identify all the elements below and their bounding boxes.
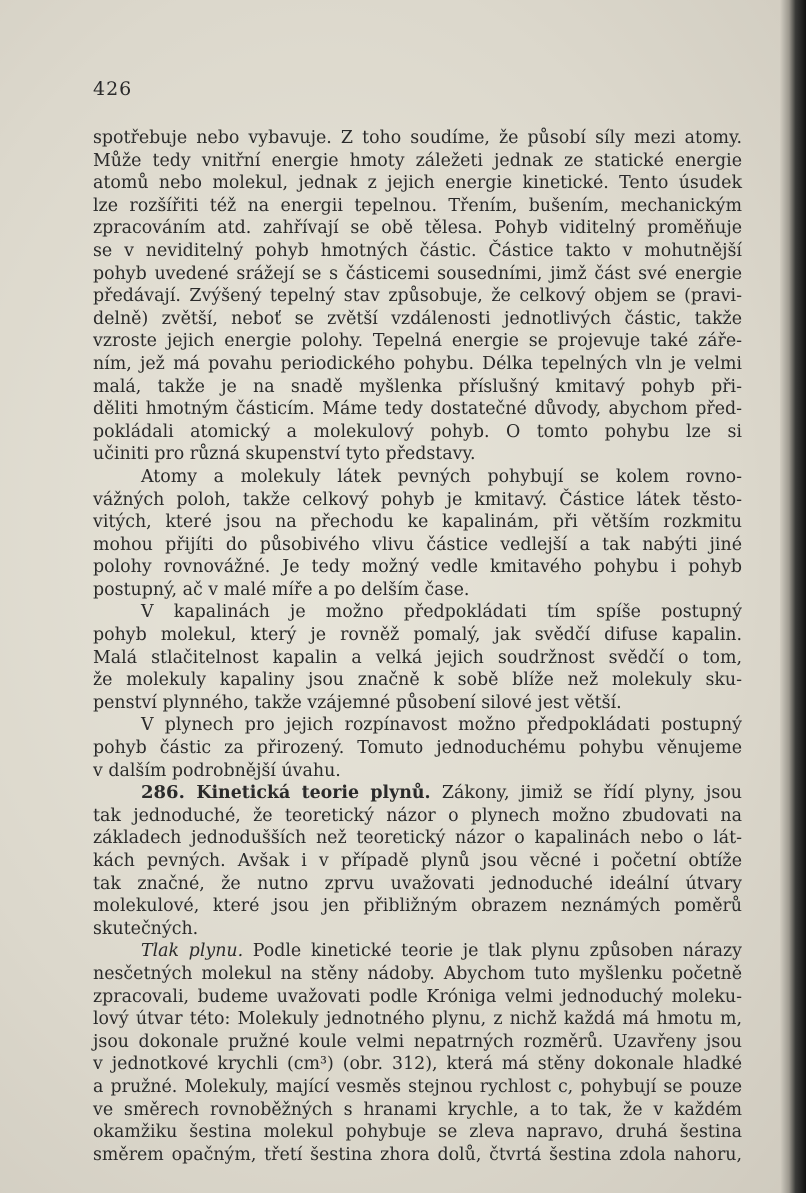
line-text: pokládali atomický a molekulový pohyb. O tomto pohybu lze si (93, 421, 742, 442)
text-line (93, 330, 742, 353)
text-line (93, 669, 742, 692)
text-line (93, 263, 742, 286)
text-line (93, 150, 742, 173)
text-line (93, 240, 742, 263)
text-line (93, 1121, 742, 1144)
italic-lead: Tlak plynu. (141, 941, 253, 962)
body-text (93, 127, 742, 1166)
text-line (93, 1099, 742, 1122)
page-number: 426 (93, 78, 133, 100)
line-text: polohy rovnovážné. Je tedy možný vedle kmitavého pohybu i pohyb (93, 557, 742, 578)
line-text: základech jednodušších než teoretický názor o kapalinách nebo o lát- (93, 828, 742, 849)
line-text: ve směrech rovnoběžných s hranami krychle, a to tak, že v každém (93, 1099, 742, 1120)
line-text: atomů nebo molekul, jednak z jejich energie kinetické. Tento úsudek (93, 173, 742, 194)
text-line (93, 601, 742, 624)
line-text: spotřebuje nebo vybavuje. Z toho soudíme, že působí síly mezi atomy. (93, 128, 742, 148)
line-text: lze rozšířiti též na energii tepelnou. Třením, bušením, mechanickým (93, 195, 742, 216)
text-line (93, 1144, 742, 1167)
text-line (93, 353, 742, 376)
text-line (93, 511, 742, 534)
line-text: vzroste jejich energie polohy. Tepelná energie se projevuje také záře- (93, 331, 742, 352)
text-line (93, 376, 742, 399)
line-text: ním, jež má povahu periodického pohybu. Délka tepelných vln je velmi (93, 353, 742, 374)
line-text: pohyb uvedené srážejí se s částicemi sousedními, jimž část své energie (93, 263, 742, 284)
text-line (93, 127, 742, 150)
line-text: postupný, ač v malé míře a po delším čase. (93, 579, 470, 600)
line-text: že molekuly kapaliny jsou značně k sobě blíže než molekuly sku- (93, 670, 742, 691)
text-line (93, 466, 742, 489)
line-text: a pružné. Molekuly, mající vesměs stejnou rychlost c, pohybují se pouze (93, 1076, 742, 1097)
text-line (93, 217, 742, 240)
line-text: předávají. Zvýšený tepelný stav způsobuje, že celkový objem se (pravi- (93, 286, 742, 307)
line-text: směrem opačným, třetí šestina zhora dolů, čtvrtá šestina zdola nahoru, (93, 1144, 742, 1165)
text-line (93, 760, 742, 783)
line-text: malá, takže je na snadě myšlenka příslušný kmitavý pohyb při- (93, 376, 742, 397)
line-text: V plynech pro jejich rozpínavost možno předpokládati postupný (141, 715, 742, 736)
text-line (93, 827, 742, 850)
line-text: v jednotkové krychli (cm³) (obr. 312), která má stěny dokonale hladké (93, 1054, 742, 1075)
line-text: pohyb částic za přirozený. Tomuto jednoduchému pohybu věnujeme (93, 738, 742, 759)
line-text: tak jednoduché, že teoretický názor o plynech možno zbudovati na (93, 805, 742, 826)
text-line (93, 714, 742, 737)
line-text: Atomy a molekuly látek pevných pohybují se kolem rovno- (141, 466, 742, 487)
line-text: lový útvar této: Molekuly jednotného plynu, z nichž každá má hmotu m, (93, 1009, 742, 1030)
text-line (93, 308, 742, 331)
line-text: děliti hmotným částicím. Máme tedy dostatečné důvody, abychom před- (93, 399, 742, 420)
text-line (93, 443, 742, 466)
text-line (93, 918, 742, 941)
text-line (93, 692, 742, 715)
text-line (93, 1031, 742, 1054)
line-text: se v neviditelný pohyb hmotných částic. Částice takto v mohutnější (93, 240, 742, 261)
book-binding-edge (780, 0, 806, 1193)
text-line (93, 534, 742, 557)
text-line (93, 172, 742, 195)
line-text: vitých, které jsou na přechodu ke kapalinám, při větším rozkmitu (93, 512, 742, 533)
line-text: mohou přijíti do působivého vlivu částice vedlejší a tak nabýti jiné (93, 534, 742, 555)
text-line (93, 1008, 742, 1031)
line-text: zpracováním atd. zahřívají se obě tělesa. Pohyb viditelný proměňuje (93, 218, 742, 239)
line-text: penství plynného, takže vzájemné působení silové jest větší. (93, 692, 622, 713)
text-line (93, 624, 742, 647)
text-line (93, 737, 742, 760)
section-title: Kinetická teorie plynů. (196, 783, 442, 804)
line-text: v dalším podrobnější úvahu. (93, 760, 341, 781)
line-text: okamžiku šestina molekul pohybuje se zleva napravo, druhá šestina (93, 1122, 742, 1143)
text-line (93, 850, 742, 873)
line-text: zpracovali, budeme uvažovati podle Króniga velmi jednoduchý moleku- (93, 986, 742, 1007)
line-text: učiniti pro různá skupenství tyto představy. (93, 444, 476, 465)
line-text: Podle kinetické teorie je tlak plynu způsoben nárazy (252, 941, 742, 962)
line-text: Zákony, jimiž se řídí plyny, jsou (441, 783, 743, 804)
text-line (93, 963, 742, 986)
text-line (93, 195, 742, 218)
text-line (93, 805, 742, 828)
text-line (93, 556, 742, 579)
line-text: kách pevných. Avšak i v případě plynů jsou věcné i početní obtíže (93, 851, 742, 871)
text-line (93, 285, 742, 308)
line-text: pohyb molekul, který je rovněž pomalý, jak svědčí difuse kapalin. (93, 625, 742, 646)
text-line (93, 1076, 742, 1099)
line-text: Malá stlačitelnost kapalin a velká jejich soudržnost svědčí o tom, (93, 647, 742, 668)
text-line (93, 986, 742, 1009)
text-line (93, 398, 742, 421)
text-line (93, 940, 742, 963)
text-line (93, 873, 742, 896)
line-text: molekulové, které jsou jen přibližným obrazem neznámých poměrů (93, 896, 742, 917)
line-text: delně) zvětší, neboť se zvětší vzdálenosti jednotlivých částic, takže (93, 308, 742, 329)
text-line (93, 895, 742, 918)
line-text: jsou dokonale pružné koule velmi nepatrných rozměrů. Uzavřeny jsou (93, 1031, 742, 1052)
text-line (93, 421, 742, 444)
text-line (93, 489, 742, 512)
text-line (93, 1053, 742, 1076)
text-line (93, 647, 742, 670)
line-text: Může tedy vnitřní energie hmoty záležeti jednak ze statické energie (93, 150, 742, 171)
text-line (93, 579, 742, 602)
line-text: skutečných. (93, 918, 199, 939)
line-text: vážných poloh, takže celkový pohyb je kmitavý. Částice látek těsto- (93, 489, 742, 510)
line-text: V kapalinách je možno předpokládati tím spíše postupný (141, 602, 742, 623)
line-text: tak značné, že nutno zprvu uvažovati jednoduché ideální útvary (93, 873, 742, 894)
text-line (93, 782, 742, 805)
line-text: nesčetných molekul na stěny nádoby. Abychom tuto myšlenku početně (93, 963, 742, 984)
section-number: 286. (141, 782, 197, 804)
